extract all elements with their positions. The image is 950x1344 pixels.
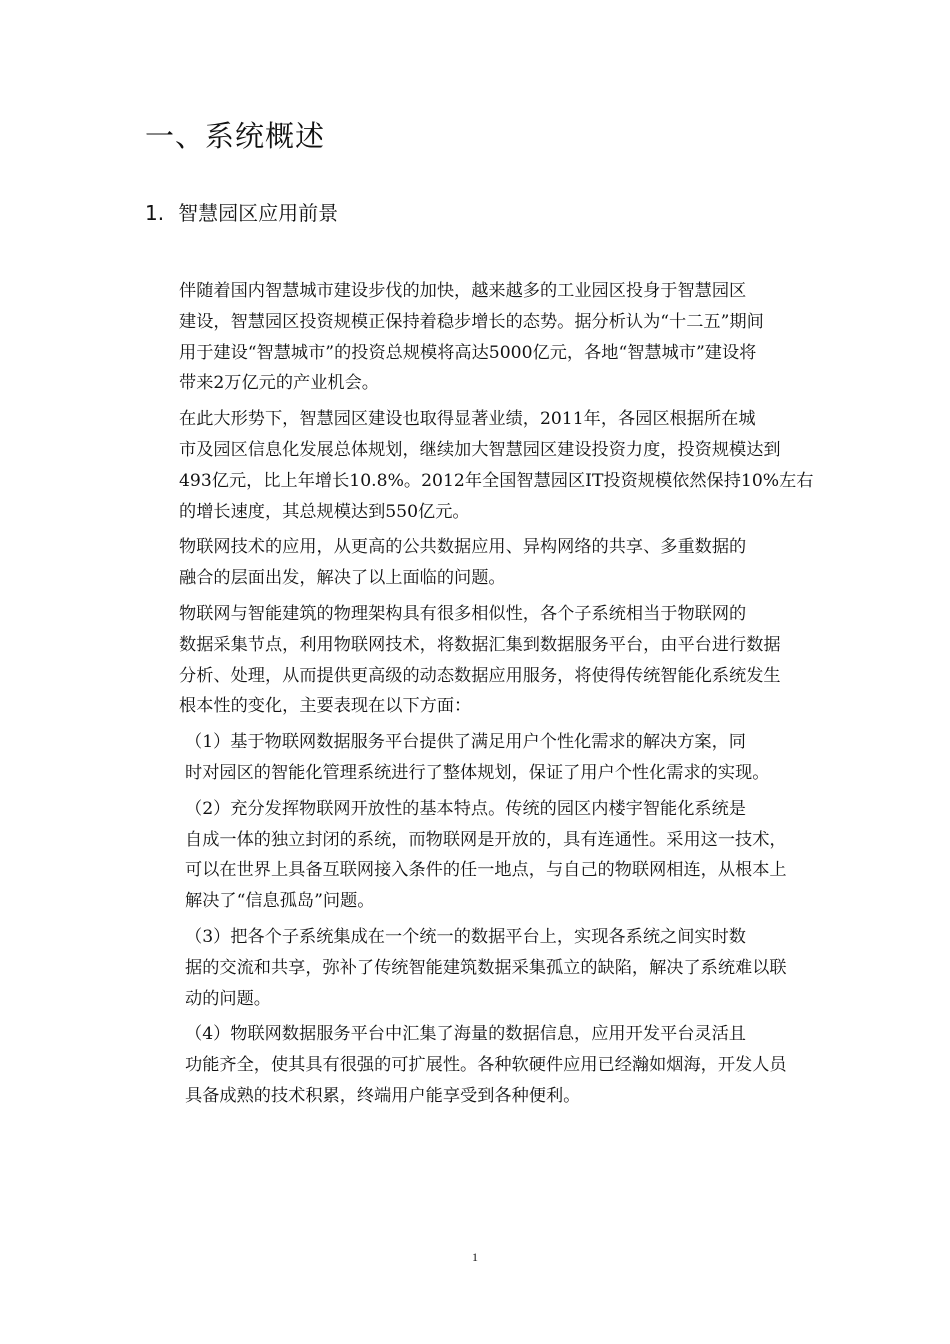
text-line: 解决了“信息孤岛”问题。 bbox=[185, 891, 375, 912]
text-line: 市及园区信息化发展总体规划，继续加大智慧园区建设投资力度，投资规模达到 bbox=[179, 439, 781, 460]
list-item bbox=[145, 727, 805, 789]
text-line: （4）物联网数据服务平台中汇集了海量的数据信息，应用开发平台灵活且 bbox=[185, 1024, 746, 1045]
text-line: 功能齐全，使其具有很强的可扩展性。各种软硬件应用已经瀚如烟海，开发人员 bbox=[185, 1055, 787, 1076]
page-number: 1 bbox=[472, 1250, 478, 1264]
text-line: 伴随着国内智慧城市建设步伐的加快，越来越多的工业园区投身于智慧园区 bbox=[179, 281, 747, 301]
text-line: 根本性的变化，主要表现在以下方面： bbox=[179, 696, 472, 717]
section-number: 1. bbox=[145, 201, 165, 225]
text-line: 数据采集节点，利用物联网技术，将数据汇集到数据服务平台，由平台进行数据 bbox=[179, 634, 781, 655]
paragraph bbox=[145, 599, 805, 722]
list-item bbox=[145, 922, 805, 1014]
text-line: 493亿元，比上年增长10.8%。2012年全国智慧园区IT投资规模依然保持10%左右 bbox=[179, 470, 814, 491]
list-item bbox=[145, 794, 805, 917]
text-line: 建设，智慧园区投资规模正保持着稳步增长的态势。据分析认为“十二五”期间 bbox=[179, 311, 764, 332]
text-line: （1）基于物联网数据服务平台提供了满足用户个性化需求的解决方案，同 bbox=[185, 732, 746, 753]
text-line: 物联网与智能建筑的物理架构具有很多相似性，各个子系统相当于物联网的 bbox=[179, 603, 747, 624]
text-line: 分析、处理，从而提供更高级的动态数据应用服务，将使得传统智能化系统发生 bbox=[179, 665, 781, 686]
section-heading bbox=[145, 196, 338, 230]
text-line: 物联网技术的应用，从更高的公共数据应用、异构网络的共享、多重数据的 bbox=[179, 537, 747, 558]
text-line: （3）把各个子系统集成在一个统一的数据平台上，实现各系统之间实时数 bbox=[185, 926, 746, 947]
text-line: 自成一体的独立封闭的系统，而物联网是开放的，具有连通性。采用这一技术， bbox=[185, 829, 787, 850]
text-line: （2）充分发挥物联网开放性的基本特点。传统的园区内楼宇智能化系统是 bbox=[185, 798, 746, 819]
paragraph bbox=[145, 532, 805, 594]
paragraph bbox=[145, 404, 814, 527]
text-line: 时对园区的智能化管理系统进行了整体规划，保证了用户个性化需求的实现。 bbox=[185, 762, 770, 783]
text-line: 带来2万亿元的产业机会。 bbox=[179, 373, 379, 394]
text-line: 在此大形势下，智慧园区建设也取得显著业绩，2011年，各园区根据所在城 bbox=[179, 409, 756, 430]
text-line: 融合的层面出发，解决了以上面临的问题。 bbox=[179, 568, 506, 589]
body-text bbox=[145, 276, 814, 1117]
text-line: 动的问题。 bbox=[185, 988, 271, 1009]
text-line: 用于建设“智慧城市”的投资总规模将高达5000亿元，各地“智慧城市”建设将 bbox=[179, 342, 757, 363]
text-line: 具备成熟的技术积累，终端用户能享受到各种便利。 bbox=[185, 1085, 581, 1106]
chapter-heading: 一、系统概述 bbox=[145, 119, 326, 153]
section-title: 智慧园区应用前景 bbox=[178, 201, 339, 225]
paragraph bbox=[145, 276, 805, 399]
text-line: 的增长速度，其总规模达到550亿元。 bbox=[179, 501, 470, 522]
text-line: 据的交流和共享，弥补了传统智能建筑数据采集孤立的缺陷，解决了系统难以联 bbox=[185, 957, 787, 978]
list-item bbox=[145, 1019, 805, 1111]
text-line: 可以在世界上具备互联网接入条件的任一地点，与自己的物联网相连，从根本上 bbox=[185, 860, 787, 881]
